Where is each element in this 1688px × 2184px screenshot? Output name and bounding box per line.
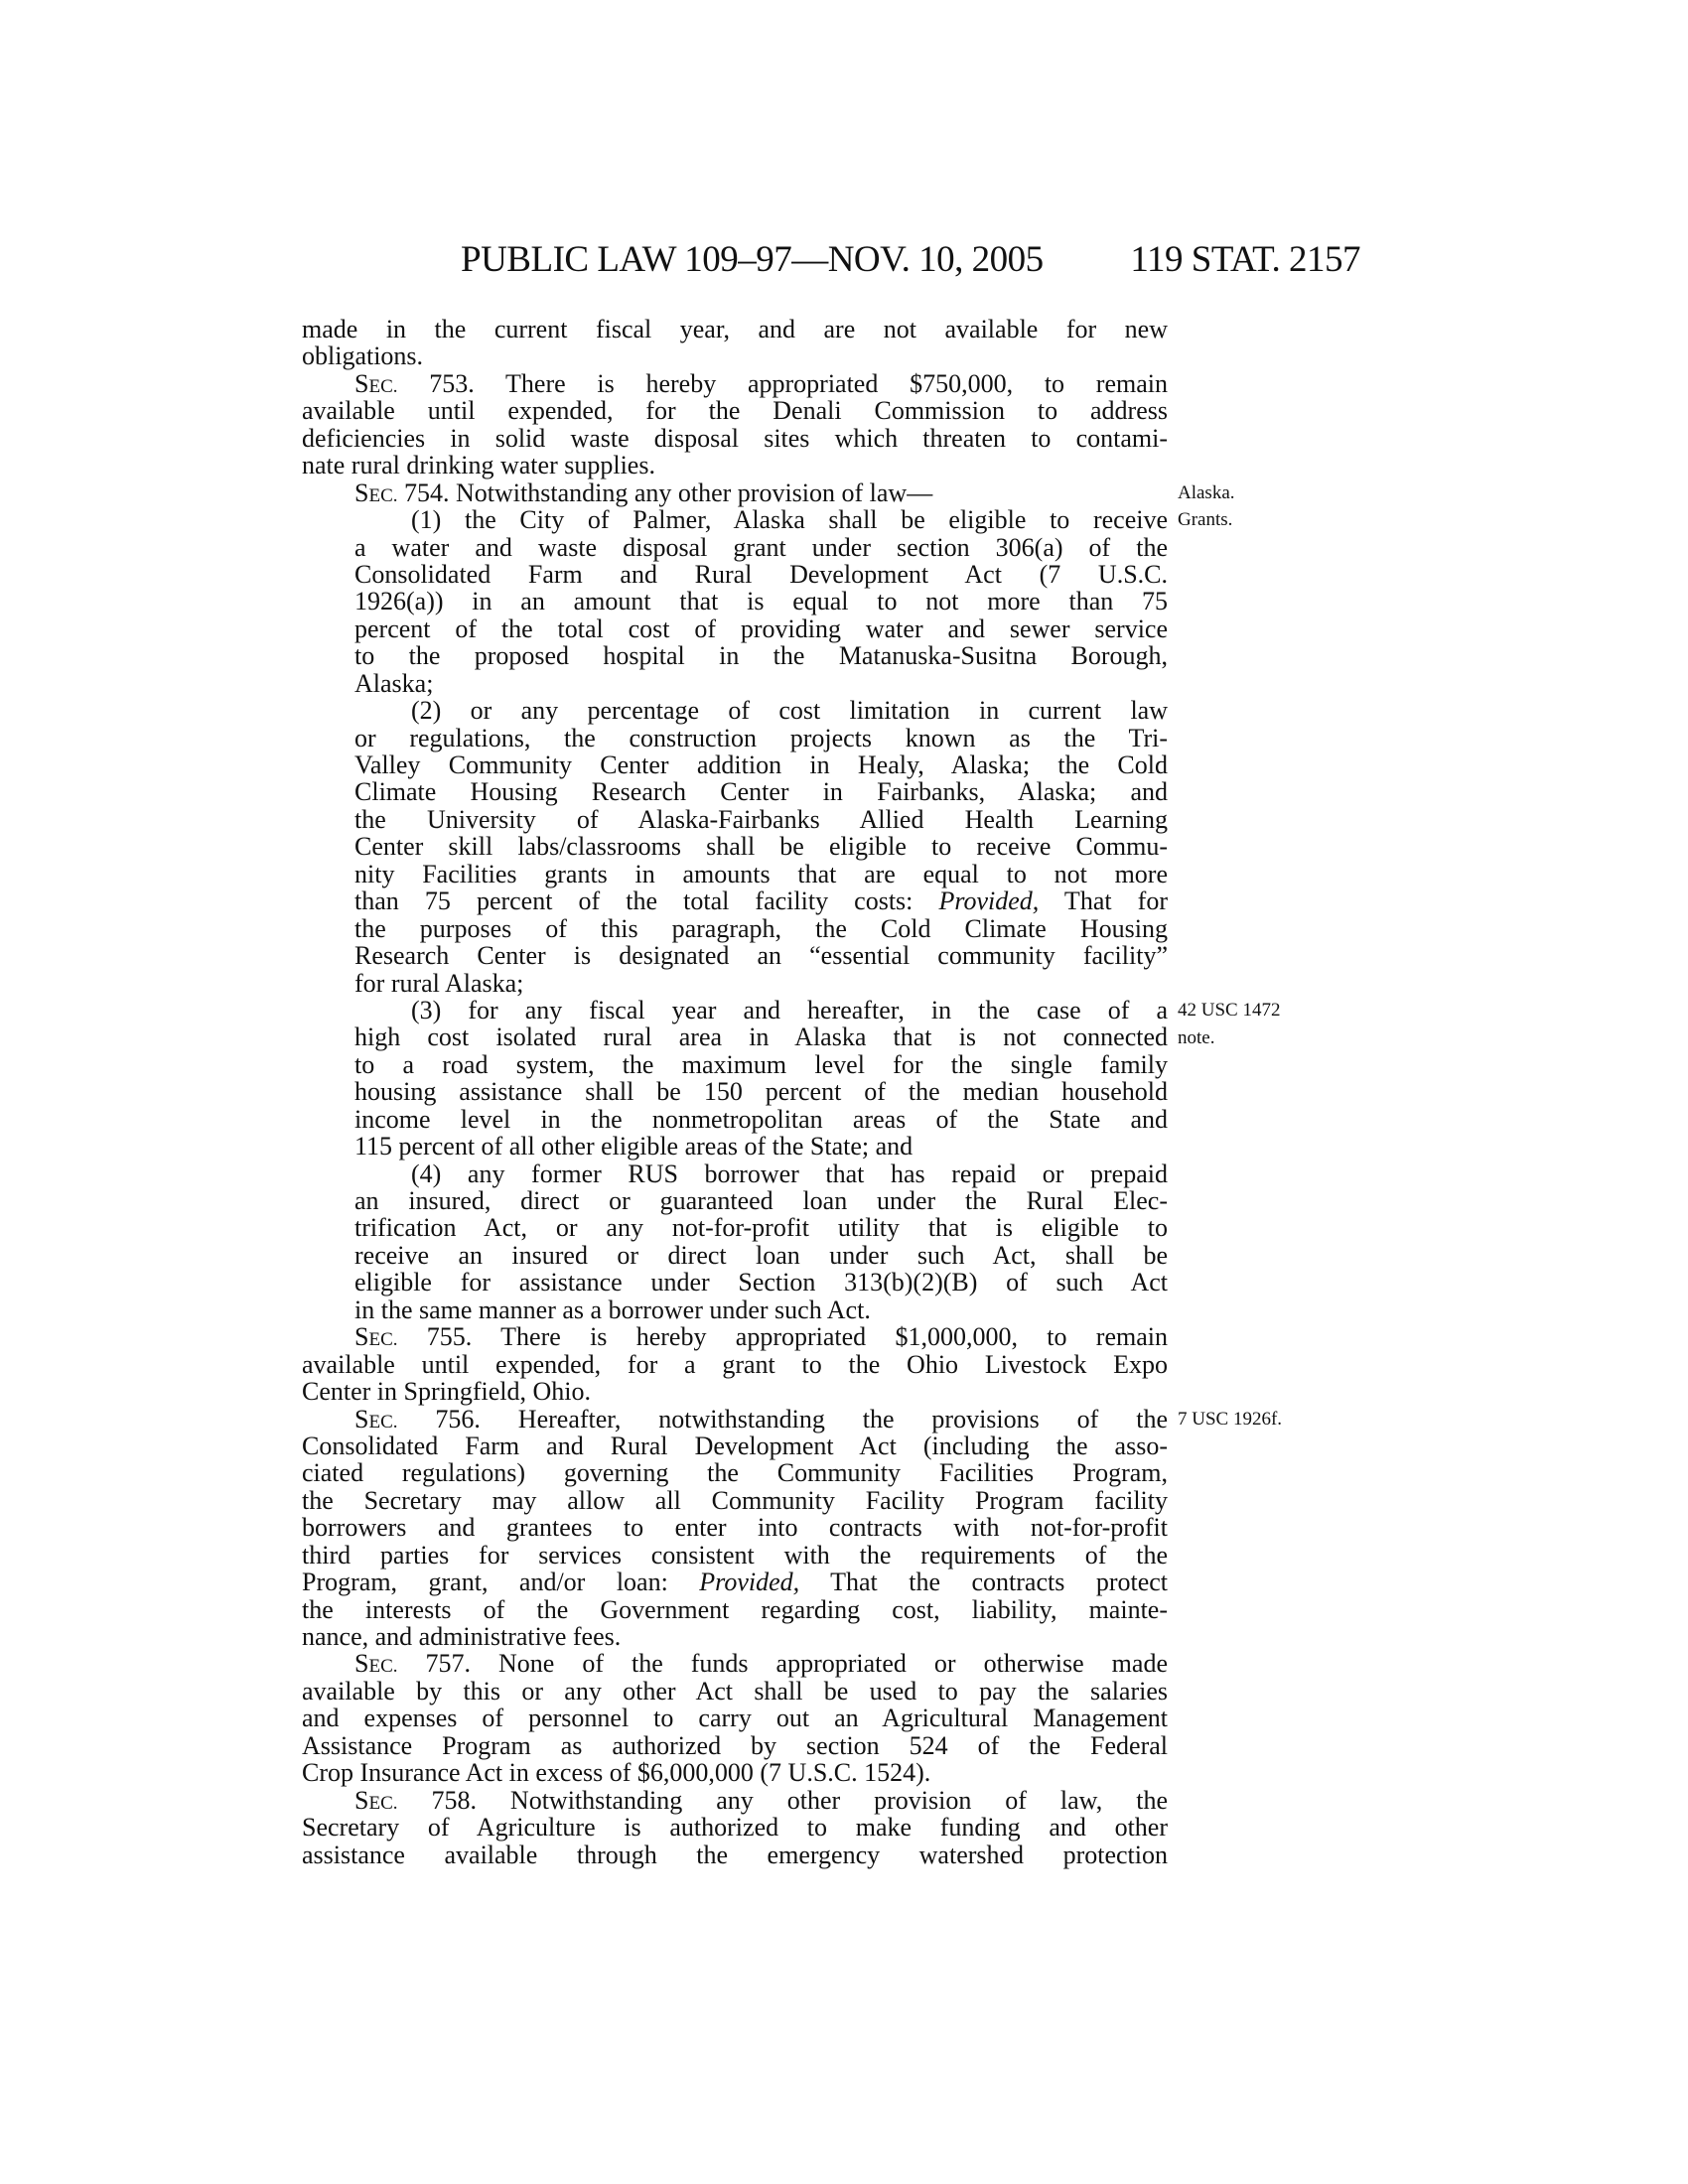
text-run: the purposes of this paragraph, the Cold Climate Housing	[354, 913, 1168, 943]
text-run: Center in Springfield, Ohio.	[302, 1377, 592, 1407]
text-run: housing assistance shall be 150 percent of the median household	[354, 1077, 1168, 1107]
margin-note: Grants.	[1178, 509, 1233, 531]
text-line	[302, 479, 1168, 506]
text-line	[302, 725, 1168, 751]
text-line	[302, 670, 1168, 697]
text-line	[302, 806, 1168, 833]
margin-note: 7 USC 1926f.	[1178, 1409, 1283, 1430]
text-run: Valley Community Center addition in Healy, Alaska; the Cold	[354, 751, 1168, 779]
text-run: (1) the City of Palmer, Alaska shall be eligible to receive	[411, 505, 1168, 535]
text-line	[302, 1160, 1168, 1187]
text-line	[302, 1569, 1168, 1595]
text-run: income level in the nonmetropolitan areas of the State and	[354, 1104, 1168, 1134]
text-line	[302, 1078, 1168, 1105]
text-run: made in the current fiscal year, and are not available for new	[302, 315, 1168, 343]
text-line	[302, 452, 1168, 478]
text-line	[302, 1705, 1168, 1731]
section-label: SEC.	[354, 1404, 398, 1433]
text-run: Crop Insurance Act in excess of $6,000,000 (7 U.S.C. 1524).	[302, 1758, 931, 1788]
text-line	[302, 588, 1168, 614]
text-line	[302, 1678, 1168, 1705]
text-line	[302, 506, 1168, 533]
text-line	[302, 970, 1168, 997]
text-run: receive an insured or direct loan under such Act, shall be	[354, 1240, 1168, 1270]
text-line	[302, 1187, 1168, 1214]
section-label: SEC.	[354, 1785, 398, 1815]
text-line	[302, 1133, 1168, 1160]
text-run: Alaska;	[354, 668, 434, 698]
text-run: ciated regulations) governing the Community Facilities Program,	[302, 1458, 1168, 1488]
text-line	[302, 1623, 1168, 1650]
text-line	[302, 1297, 1168, 1323]
text-line	[302, 1323, 1168, 1350]
section-label: SEC.	[354, 478, 398, 507]
text-run: obligations.	[302, 341, 424, 371]
text-run: third parties for services consistent with the requirements of the	[302, 1540, 1168, 1570]
text-run: Consolidated Farm and Rural Development Act (including the asso-	[302, 1431, 1168, 1460]
text-line	[302, 997, 1168, 1024]
section-label: SEC.	[354, 368, 398, 398]
text-line	[302, 1242, 1168, 1269]
text-run: available by this or any other Act shall be used to pay the salaries	[302, 1676, 1168, 1706]
text-line	[302, 316, 1168, 342]
text-run: Consolidated Farm and Rural Development Act (7 U.S.C.	[354, 559, 1168, 589]
text-run: than 75 percent of the total facility costs:	[354, 887, 939, 916]
text-line	[302, 397, 1168, 424]
text-run: Climate Housing Research Center in Fairbanks, Alaska; and	[354, 777, 1168, 807]
text-run: 115 percent of all other eligible areas of the State; and	[354, 1132, 914, 1161]
italic-text: Provided,	[938, 887, 1040, 916]
text-run: nity Facilities grants in amounts that are equal to not more	[354, 859, 1168, 888]
text-line	[302, 1842, 1168, 1868]
text-line	[302, 1406, 1168, 1433]
text-line	[302, 342, 1168, 369]
text-run: Assistance Program as authorized by section 524 of the Federal	[302, 1730, 1168, 1760]
text-line	[302, 1542, 1168, 1569]
text-line	[302, 1787, 1168, 1814]
text-run: in the same manner as a borrower under such Act.	[354, 1295, 871, 1324]
text-line	[302, 615, 1168, 642]
text-line	[302, 1351, 1168, 1378]
text-run: to a road system, the maximum level for the single family	[354, 1049, 1168, 1079]
text-run: 753. There is hereby appropriated $750,000, to remain	[397, 368, 1168, 398]
text-run: 1926(a)) in an amount that is equal to not more than 75	[354, 587, 1168, 616]
text-run: a water and waste disposal grant under section 306(a) of the	[354, 532, 1168, 562]
margin-note: note.	[1178, 1026, 1215, 1048]
text-run: and expenses of personnel to carry out an Agricultural Management	[302, 1704, 1168, 1733]
text-line	[302, 697, 1168, 724]
text-run: or regulations, the construction projects known as the Tri-	[354, 723, 1168, 752]
text-line	[302, 642, 1168, 669]
text-run: Center skill labs/classrooms shall be eligible to receive Commu-	[354, 832, 1168, 862]
text-line	[302, 1051, 1168, 1078]
text-run: Secretary of Agriculture is authorized to make funding and other	[302, 1813, 1168, 1843]
text-line	[302, 942, 1168, 969]
text-line	[302, 561, 1168, 588]
text-line	[302, 534, 1168, 561]
text-run: That for	[1039, 887, 1168, 916]
section-label: SEC.	[354, 1649, 398, 1679]
text-line	[302, 1459, 1168, 1486]
text-line	[302, 915, 1168, 942]
text-line	[302, 1596, 1168, 1623]
text-run: to the proposed hospital in the Matanuska-Susitna Borough,	[354, 641, 1168, 671]
text-line	[302, 425, 1168, 452]
text-run: borrowers and grantees to enter into contracts with not-for-profit	[302, 1513, 1168, 1543]
margin-note: 42 USC 1472	[1178, 1000, 1281, 1022]
text-run: for rural Alaska;	[354, 968, 524, 998]
text-run: eligible for assistance under Section 313(b)(2)(B) of such Act	[354, 1268, 1168, 1297]
text-line	[302, 370, 1168, 397]
text-run: 755. There is hereby appropriated $1,000,000, to remain	[397, 1322, 1168, 1352]
text-line	[302, 1732, 1168, 1759]
running-header-title: PUBLIC LAW 109–97—NOV. 10, 2005	[461, 239, 1044, 280]
text-line	[302, 1433, 1168, 1459]
text-run: 754. Notwithstanding any other provision of law—	[397, 478, 933, 507]
text-run: nance, and administrative fees.	[302, 1622, 622, 1651]
text-run: assistance available through the emergency watershed protection	[302, 1840, 1168, 1869]
section-label: SEC.	[354, 1322, 398, 1352]
text-run: available until expended, for a grant to the Ohio Livestock Expo	[302, 1349, 1168, 1379]
text-line	[302, 1106, 1168, 1133]
text-run: percent of the total cost of providing water and sewer service	[354, 614, 1168, 643]
text-line	[302, 887, 1168, 914]
statute-body-text	[302, 316, 1168, 1868]
text-line	[302, 1814, 1168, 1841]
text-run: (4) any former RUS borrower that has repaid or prepaid	[411, 1159, 1168, 1188]
text-run: 757. None of the funds appropriated or otherwise made	[397, 1649, 1168, 1679]
text-line	[302, 1759, 1168, 1786]
text-run: available until expended, for the Denali Commission to address	[302, 396, 1168, 426]
text-line	[302, 833, 1168, 860]
text-line	[302, 778, 1168, 805]
text-line	[302, 1650, 1168, 1677]
margin-note: Alaska.	[1178, 481, 1235, 503]
text-line	[302, 751, 1168, 778]
text-run: Program, grant, and/or loan:	[302, 1568, 700, 1597]
text-line	[302, 1214, 1168, 1241]
text-run: the interests of the Government regarding cost, liability, mainte-	[302, 1594, 1168, 1624]
text-run: That the contracts protect	[799, 1568, 1168, 1597]
text-run: trification Act, or any not-for-profit utility that is eligible to	[354, 1213, 1168, 1243]
text-line	[302, 861, 1168, 887]
text-run: an insured, direct or guaranteed loan under the Rural Elec-	[354, 1186, 1168, 1215]
text-line	[302, 1269, 1168, 1296]
text-run: (3) for any fiscal year and hereafter, in the case of a	[411, 995, 1168, 1024]
text-line	[302, 1514, 1168, 1541]
text-run: deficiencies in solid waste disposal sites which threaten to contami-	[302, 423, 1168, 453]
text-run: 758. Notwithstanding any other provision of law, the	[397, 1785, 1168, 1815]
text-line	[302, 1378, 1168, 1405]
text-line	[302, 1024, 1168, 1050]
italic-text: Provided,	[699, 1568, 800, 1597]
text-line	[302, 1487, 1168, 1514]
text-run: 756. Hereafter, notwithstanding the provisions of the	[397, 1404, 1168, 1433]
text-run: (2) or any percentage of cost limitation in current law	[411, 696, 1168, 726]
text-run: the University of Alaska-Fairbanks Allied Health Learning	[354, 804, 1168, 834]
text-run: the Secretary may allow all Community Facility Program facility	[302, 1485, 1168, 1515]
text-run: nate rural drinking water supplies.	[302, 451, 655, 480]
text-run: high cost isolated rural area in Alaska that is not connected	[354, 1023, 1168, 1052]
text-run: Research Center is designated an “essential community facility”	[354, 941, 1168, 971]
page-number: 119 STAT. 2157	[1130, 239, 1360, 280]
